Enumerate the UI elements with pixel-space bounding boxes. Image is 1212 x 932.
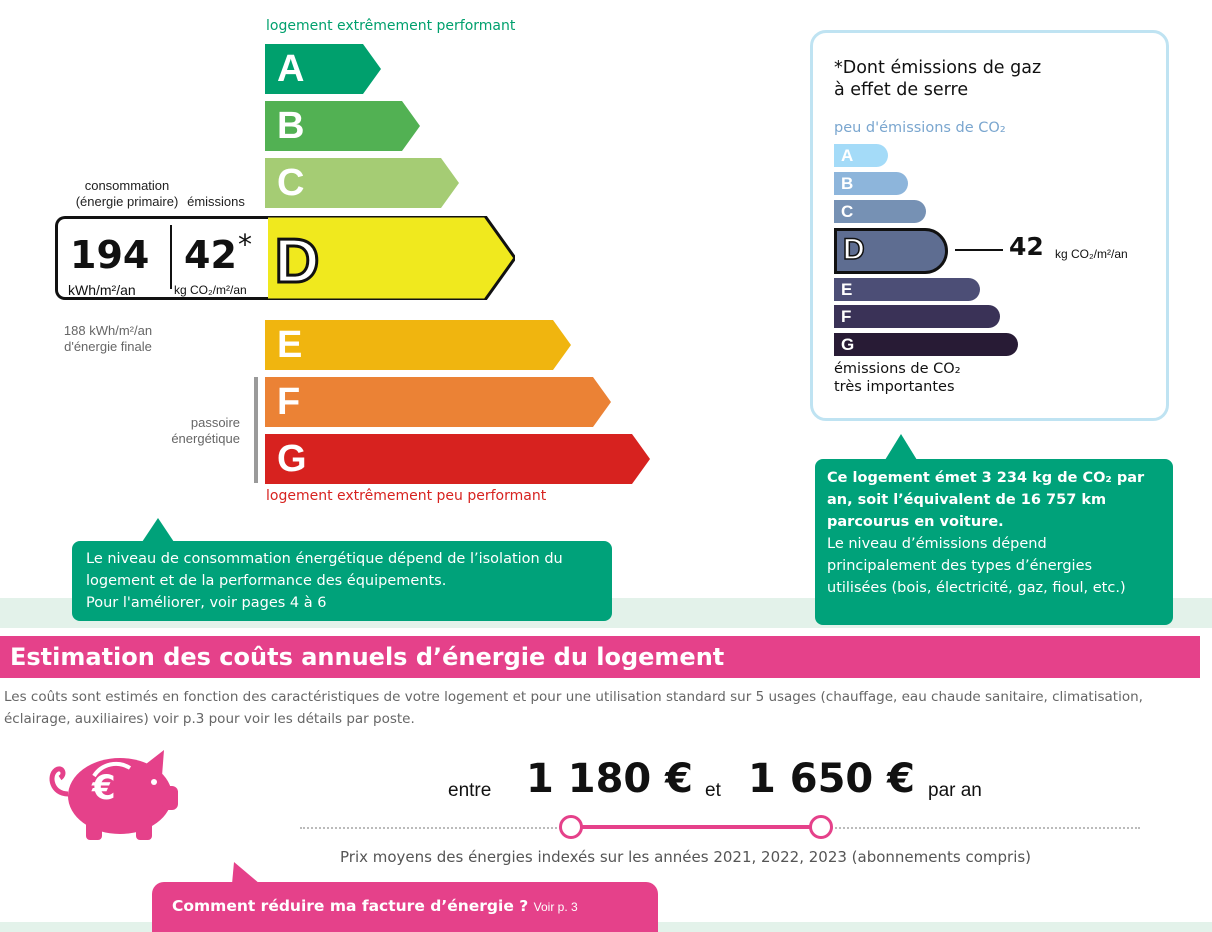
box-divider bbox=[170, 225, 172, 289]
ges-bubble-line-2: principalement des types d’énergies bbox=[827, 558, 1093, 574]
ges-high-label bbox=[834, 360, 961, 396]
ges-bubble-pointer bbox=[883, 432, 919, 460]
energy-bar-shape-f bbox=[265, 377, 611, 427]
piggy-euro-symbol: € bbox=[92, 768, 116, 808]
ges-low-label: peu d'émissions de CO₂ bbox=[834, 120, 1006, 136]
emissions-value: 42 bbox=[184, 233, 237, 277]
energy-letter-a: A bbox=[277, 48, 305, 90]
ges-bubble-line-3: utilisées (bois, électricité, gaz, fioul, etc.) bbox=[827, 580, 1126, 596]
energy-letter-b: B bbox=[277, 105, 305, 147]
passoire-label bbox=[150, 415, 240, 447]
ges-bubble-bold-3: parcourus en voiture. bbox=[827, 514, 1004, 530]
range-max-handle bbox=[809, 815, 833, 839]
consumption-info-line-1: Le niveau de consommation énergétique dépend de l’isolation du bbox=[86, 551, 563, 567]
consumption-info-line-2: logement et de la performance des équipements. bbox=[86, 573, 447, 589]
energy-letter-g: G bbox=[277, 438, 307, 480]
ges-bar-f bbox=[834, 305, 1000, 328]
energy-letter-e: E bbox=[277, 324, 303, 366]
consumption-value: 194 bbox=[70, 233, 150, 277]
ges-title-line-2: à effet de serre bbox=[834, 80, 969, 100]
cost-min-value: 1 180 € bbox=[526, 756, 694, 802]
ges-letter-c: C bbox=[841, 202, 854, 221]
energy-letter-f: F bbox=[277, 381, 301, 423]
cta-pointer bbox=[230, 862, 260, 884]
costs-intro-line-2: éclairage, auxiliaires) voir p.3 pour voir les détails par poste. bbox=[4, 711, 415, 727]
ges-letter-e: E bbox=[841, 280, 853, 299]
ges-letter-f: F bbox=[841, 307, 852, 326]
range-min-handle bbox=[559, 815, 583, 839]
ges-high-line-1: émissions de CO₂ bbox=[834, 361, 961, 377]
range-track-active bbox=[570, 825, 820, 829]
ges-info-bubble bbox=[815, 459, 1173, 625]
ges-unit: kg CO₂/m²/an bbox=[1055, 247, 1128, 261]
energy-bar-e bbox=[265, 320, 571, 370]
passoire-line-2: énergétique bbox=[171, 431, 240, 446]
ges-letter-d: D bbox=[843, 233, 865, 266]
prices-note: Prix moyens des énergies indexés sur les années 2021, 2022, 2023 (abonnements compris) bbox=[340, 848, 1032, 866]
ges-connector-line bbox=[955, 249, 1003, 251]
final-energy-line-2: d'énergie finale bbox=[64, 339, 152, 354]
consumption-label-line-2: (énergie primaire) bbox=[75, 194, 179, 209]
reduce-bill-label: Comment réduire ma facture d’énergie ? bbox=[172, 897, 529, 915]
bubble-pointer bbox=[140, 516, 176, 542]
ges-bar-e bbox=[834, 278, 980, 301]
final-energy-line-1: 188 kWh/m²/an bbox=[63, 323, 153, 338]
consumption-unit: kWh/m²/an bbox=[68, 282, 136, 298]
cost-between-label: entre bbox=[448, 780, 492, 801]
reduce-bill-link[interactable] bbox=[152, 882, 658, 932]
energy-bar-f bbox=[265, 377, 611, 427]
ges-letter-g: G bbox=[841, 335, 855, 354]
energy-letter-c: C bbox=[277, 162, 305, 204]
cost-and-label: et bbox=[705, 780, 721, 801]
emissions-label: émissions bbox=[187, 194, 245, 209]
ges-high-line-2: très importantes bbox=[834, 379, 955, 395]
costs-intro-line-1: Les coûts sont estimés en fonction des caractéristiques de votre logement et pour une utilisation standard sur 5 usages (chauffage, eau chaude sanitaire, climatisation, bbox=[4, 689, 1143, 705]
ges-bubble-line-1: Le niveau d’émissions dépend bbox=[827, 536, 1047, 552]
costs-title-bar bbox=[0, 636, 1200, 678]
ges-bubble-bold-2: an, soit l’équivalent de 16 757 km bbox=[827, 492, 1107, 508]
energy-bar-d bbox=[265, 216, 515, 296]
reduce-bill-page-ref: Voir p. 3 bbox=[533, 900, 578, 914]
costs-intro bbox=[4, 686, 1212, 730]
cost-max-value: 1 650 € bbox=[748, 756, 916, 802]
ges-title bbox=[834, 57, 1041, 101]
passoire-bracket bbox=[254, 377, 258, 483]
ges-title-line-1: *Dont émissions de gaz bbox=[834, 58, 1042, 78]
energy-letter-d: D bbox=[274, 227, 320, 296]
emissions-asterisk: * bbox=[238, 228, 252, 261]
ges-value: 42 bbox=[1009, 232, 1044, 261]
emissions-unit: kg CO₂/m²/an bbox=[174, 283, 247, 297]
consumption-info-bubble bbox=[72, 541, 612, 621]
consumption-info-line-3: Pour l'améliorer, voir pages 4 à 6 bbox=[86, 595, 327, 611]
ges-letter-b: B bbox=[841, 174, 854, 193]
energy-bar-shape-e bbox=[265, 320, 571, 370]
final-energy-note bbox=[38, 323, 178, 355]
consumption-label-line-1: consommation bbox=[84, 178, 170, 193]
energy-bar-g bbox=[265, 434, 650, 484]
costs-title: Estimation des coûts annuels d’énergie du logement bbox=[10, 643, 725, 671]
ges-bar-g bbox=[834, 333, 1018, 356]
top-performance-label: logement extrêmement performant bbox=[266, 18, 516, 34]
bottom-performance-label: logement extrêmement peu performant bbox=[266, 488, 547, 504]
ges-letter-a: A bbox=[841, 146, 854, 165]
passoire-line-1: passoire bbox=[190, 415, 240, 430]
cost-per-year-label: par an bbox=[928, 780, 982, 801]
energy-bar-shape-g bbox=[265, 434, 650, 484]
ges-bubble-bold-1: Ce logement émet 3 234 kg de CO₂ par bbox=[827, 470, 1145, 486]
reduce-bill-text bbox=[172, 897, 578, 915]
